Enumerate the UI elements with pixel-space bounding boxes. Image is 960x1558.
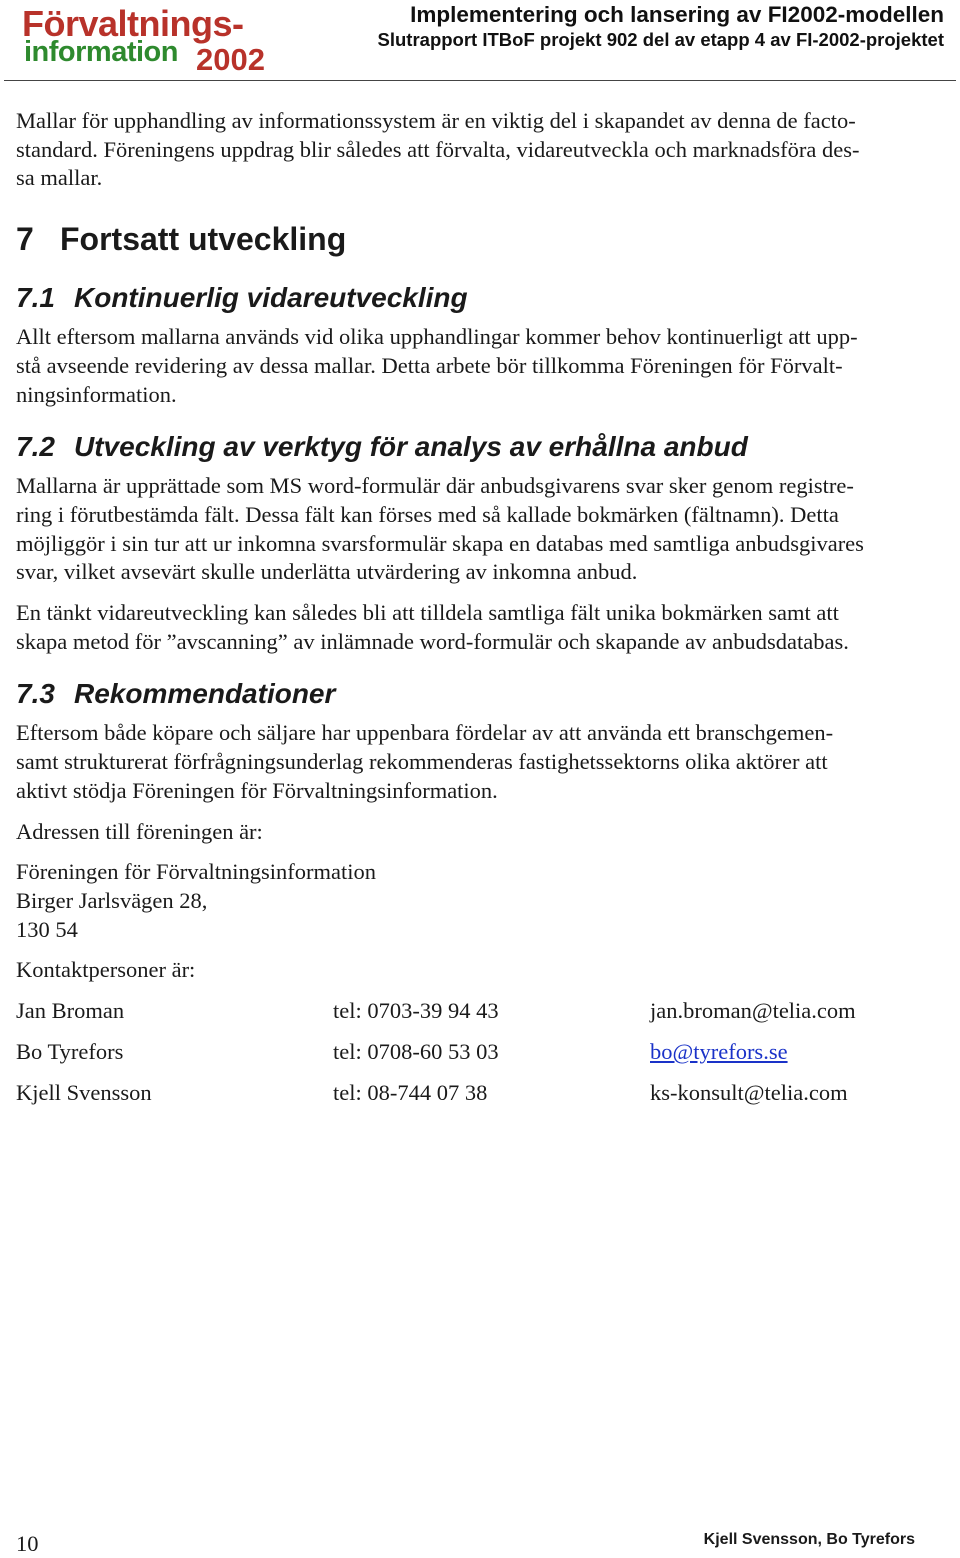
contact-phone: tel: 0708-60 53 03 bbox=[333, 1039, 499, 1065]
paragraph-line: ring i förutbestämda fält. Dessa fält kan förses med så kallade bokmärken (fältnamn). Detta bbox=[16, 501, 839, 527]
section-7-2-paragraph-2 bbox=[16, 599, 950, 656]
section-7-heading bbox=[16, 219, 950, 259]
page-number: 10 bbox=[16, 1531, 39, 1556]
contacts-list bbox=[16, 997, 950, 1108]
intro-paragraph bbox=[16, 107, 950, 193]
section-title: Kontinuerlig vidareutveckling bbox=[74, 282, 468, 314]
section-7-1-heading bbox=[16, 281, 950, 315]
paragraph-line: samt strukturerat förfrågningsunderlag rekommenderas fastighetssektorns olika aktörer att bbox=[16, 749, 828, 775]
section-title: Utveckling av verktyg för analys av erhållna anbud bbox=[74, 431, 748, 463]
address-intro: Adressen till föreningen är: bbox=[16, 818, 263, 844]
contact-row bbox=[16, 997, 950, 1026]
contact-row bbox=[16, 1079, 950, 1108]
footer-authors: Kjell Svensson, Bo Tyrefors bbox=[703, 1531, 915, 1548]
contact-email: jan.broman@telia.com bbox=[650, 998, 856, 1024]
paragraph-line: Allt eftersom mallarna används vid olika upphandlingar kommer behov kontinuerligt att upp- bbox=[16, 324, 858, 350]
address-line: Birger Jarlsvägen 28, bbox=[16, 887, 208, 913]
section-number: 7.1 bbox=[16, 282, 55, 314]
section-7-3-heading bbox=[16, 677, 950, 711]
address-line: Föreningen för Förvaltningsinformation bbox=[16, 859, 376, 885]
address-block bbox=[16, 858, 950, 944]
paragraph-line: ningsinformation. bbox=[16, 381, 177, 407]
paragraph-line: En tänkt vidareutveckling kan således bli att tilldela samtliga fält unika bokmärken samt att bbox=[16, 600, 839, 626]
document-title: Implementering och lansering av FI2002-modellen bbox=[410, 2, 944, 27]
section-7-2-heading bbox=[16, 430, 950, 464]
intro-line: sa mallar. bbox=[16, 165, 103, 191]
contact-name: Jan Broman bbox=[16, 998, 125, 1024]
section-7-1-paragraph bbox=[16, 323, 950, 409]
contact-name: Kjell Svensson bbox=[16, 1080, 152, 1106]
section-number: 7 bbox=[16, 221, 34, 258]
section-title: Rekommendationer bbox=[74, 678, 336, 710]
page-header bbox=[0, 0, 960, 84]
contact-phone: tel: 0703-39 94 43 bbox=[333, 998, 499, 1024]
paragraph-line: aktivt stödja Föreningen för Förvaltningsinformation. bbox=[16, 777, 498, 803]
section-title: Fortsatt utveckling bbox=[60, 221, 347, 258]
paragraph-line: stå avseende revidering av dessa mallar. Detta arbete bör tillkomma Föreningen för Förvalt- bbox=[16, 352, 843, 378]
header-divider bbox=[4, 80, 956, 81]
paragraph-line: skapa metod för ”avscanning” av inlämnade word-formulär och skapande av anbudsdatabas. bbox=[16, 628, 849, 654]
contact-name: Bo Tyrefors bbox=[16, 1039, 124, 1065]
logo-text-line1: Förvaltnings- bbox=[22, 3, 244, 44]
intro-line: Mallar för upphandling av informationssystem är en viktig del i skapandet av denna de facto- bbox=[16, 108, 856, 133]
logo-year: 2002 bbox=[196, 42, 265, 77]
paragraph-line: möjliggör i sin tur att ur inkomna svarsformulär skapa en databas med samtliga anbudsgivares bbox=[16, 530, 864, 556]
contact-phone: tel: 08-744 07 38 bbox=[333, 1080, 488, 1106]
contact-email: ks-konsult@telia.com bbox=[650, 1080, 848, 1106]
intro-line: standard. Föreningens uppdrag blir således att förvalta, vidareutveckla och marknadsföra des- bbox=[16, 136, 860, 162]
logo-text-line2: information bbox=[24, 36, 178, 68]
section-number: 7.3 bbox=[16, 678, 55, 710]
contacts-intro: Kontaktpersoner är: bbox=[16, 957, 196, 983]
contact-row bbox=[16, 1038, 950, 1067]
header-titles bbox=[378, 2, 944, 52]
paragraph-line: Mallarna är upprättade som MS word-formulär där anbudsgivarens svar sker genom registre- bbox=[16, 473, 854, 499]
section-7-3-paragraph bbox=[16, 719, 950, 805]
paragraph-line: svar, vilket avsevärt skulle underlätta utvärdering av inkomna anbud. bbox=[16, 559, 638, 585]
forvaltningsinformation-logo bbox=[22, 4, 272, 76]
section-number: 7.2 bbox=[16, 431, 55, 463]
document-subtitle: Slutrapport ITBoF projekt 902 del av etapp 4 av FI-2002-projektet bbox=[377, 29, 944, 50]
address-line: 130 54 bbox=[16, 916, 78, 942]
contact-email-link[interactable]: bo@tyrefors.se bbox=[650, 1039, 788, 1065]
page-body bbox=[16, 107, 950, 1120]
section-7-2-paragraph-1 bbox=[16, 472, 950, 587]
paragraph-line: Eftersom både köpare och säljare har uppenbara fördelar av att använda ett branschgemen- bbox=[16, 720, 834, 746]
